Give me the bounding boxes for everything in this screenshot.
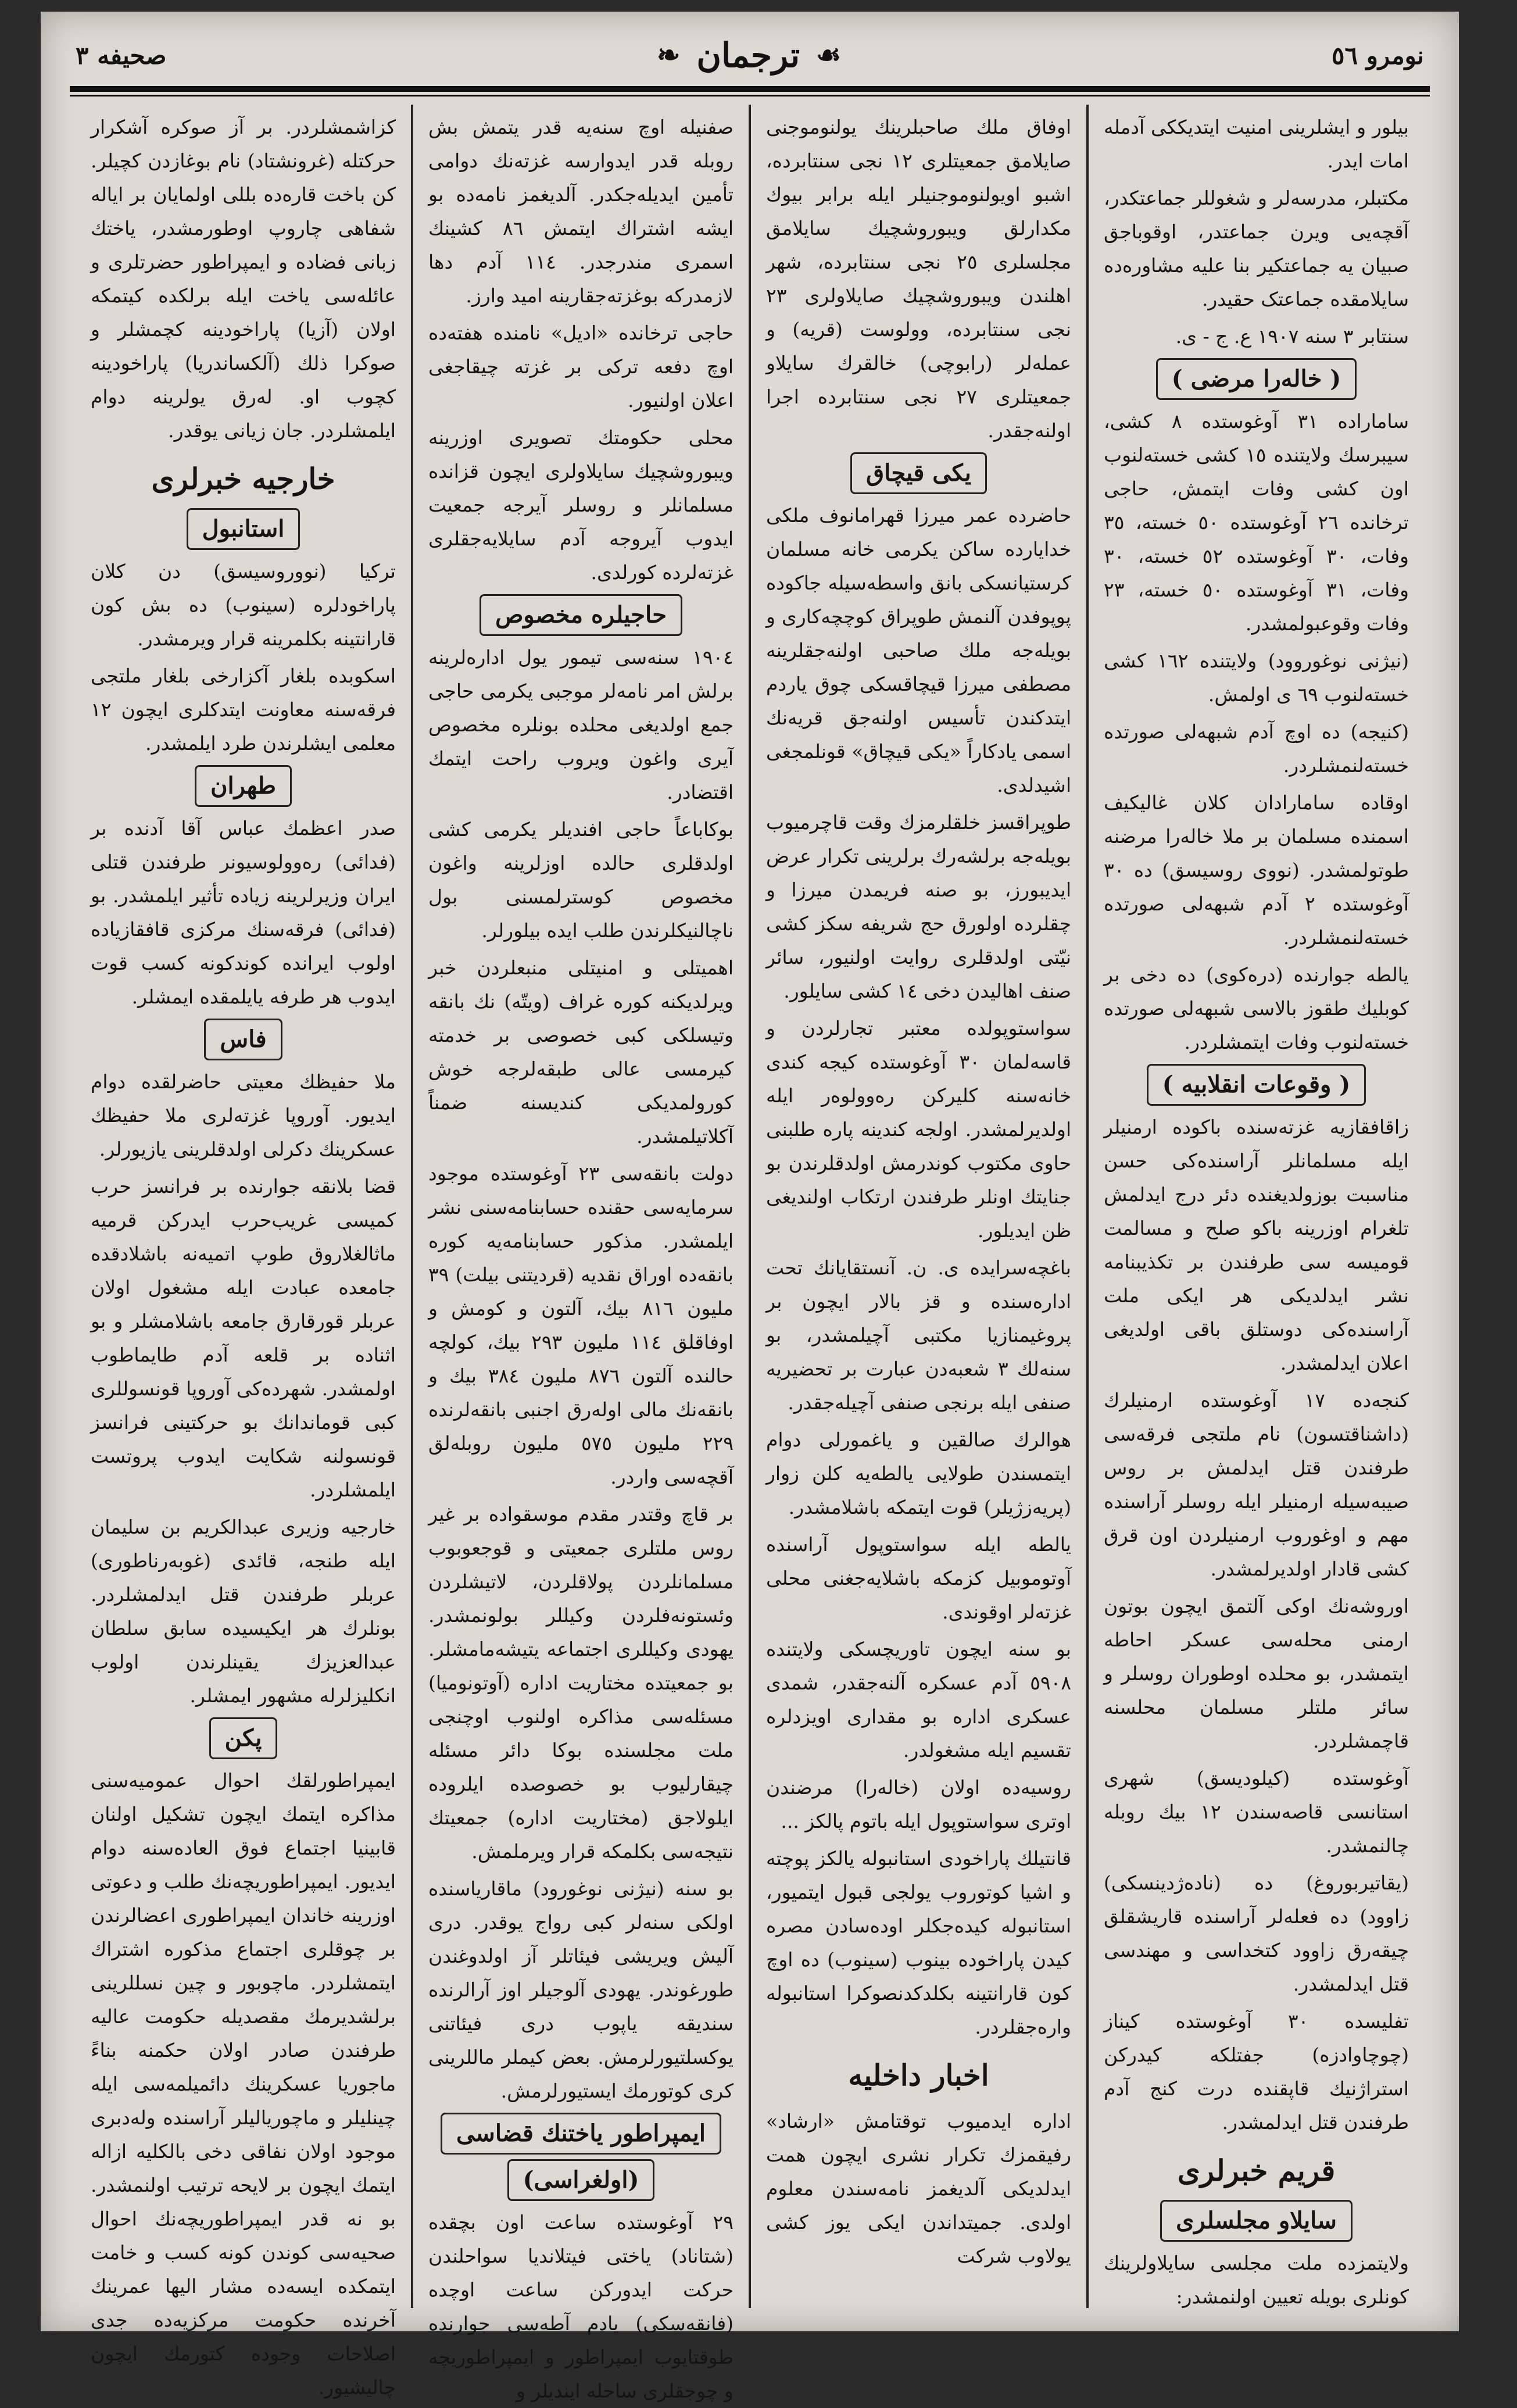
subheading	[1104, 2200, 1409, 2242]
news-paragraph: ١٩٠٤ سنه‌سی تیمور یول اداره‌لرینه برلش امر نامه‌لر موجبی یکرمی حاجی جمع اولدیغی محلده بونلره مخصوص آیری واغون ویروب راحت ایتمك اقتضادر.	[428, 646, 734, 803]
news-paragraph: حاجی ترخانده «ادیل» نامنده هفته‌ده اوچ دفعه ترکی بر غزته چیقاجغی اعلان اولنیور.	[428, 321, 734, 412]
news-paragraph: باغچه‌سرایده ی. ن. آنستقایانك تحت اداره‌سنده و قز بالار ایچون بر پروغیمنازیا مکتبی آچیلمشدر، بو سنه‌لك ٣ شعبه‌دن عبارت بر تحضیریه صنفی ایله برنجی صنفی آچیله‌جقدر.	[766, 1256, 1071, 1414]
subheading-text: ( وقوعات انقلابیه )	[1147, 1064, 1366, 1106]
columns	[76, 105, 1424, 2402]
news-paragraph: ولایتمزده ملت مجلسی سایلاولرینك کونلری بویله تعیین اولنمشدر:	[1104, 2252, 1409, 2308]
subheading-text: پکن	[209, 1717, 278, 1759]
news-paragraph: قانتیلك پاراخودی استانبوله یالکز پوچته و اشیا کوتوروب یولجی قبول ایتمیور، استانبوله کیده‌جکلر اودەسادن مصره کیدن پاراخوده بینوب (سینوب) ده اوچ کون قارانتینه بکلدکدنصوکرا استانبوله وارەجقلردر.	[766, 1847, 1071, 2038]
news-paragraph: اسکوبده بلغار آکزارخی بلغار ملتجی فرقه‌سنه معاونت ایتدکلری ایچون ١٢ معلمی ایشلرندن طرد ایلمشدر.	[91, 664, 396, 755]
news-paragraph: یالطه ایله سواستوپول آراسنده آوتوموبیل کزمکه باشلایه‌جغنی محلی غزته‌لر اوقوندی.	[766, 1533, 1071, 1623]
news-paragraph: اوروشه‌نك اوکی آلتمق ایچون بوتون ارمنی محله‌سی عسکر احاطه ایتمشدر، بو محلده اوطوران روسلر و سائر ملتلر مسلمان محلسنه قاچمشلردر.	[1104, 1595, 1409, 1752]
news-paragraph: (نیژنی نوغوروود) ولایتنده ١٦٢ کشی خسته‌لنوب ٦٩ ی اولمش.	[1104, 649, 1409, 706]
section-heading	[91, 456, 396, 502]
subheading-text: (اولغراسی)	[507, 2159, 655, 2201]
news-paragraph: (یقاتیربوروغ) ده (نادەژدینسکی) زاوود) ده فعله‌لر آراسنده قاریشقلق چیقه‌رق زاوود کتخداسی و مهندسی قتل ایدلمشدر.	[1104, 1871, 1409, 1995]
page-number: صحیفه ٣	[76, 41, 167, 70]
column-4	[76, 105, 411, 2399]
column-2	[749, 105, 1086, 2308]
subheading	[91, 765, 396, 807]
subheading	[91, 508, 396, 550]
news-paragraph: آوغوستده (کیلودیسق) شهری استانسی قاصه‌سندن ١٢ بیك روبله چالنمشدر.	[1104, 1767, 1409, 1857]
news-paragraph: صدر اعظمك عباس آقا آدنده بر (فدائی) ره‌وولوسیونر طرفندن قتلی ایران وزیرلرینه زیاده تأثیر ایلمشدر. بو (فدائی) فرقه‌سنك مرکزی قافقازیاده اولوب ایرانده کوندکونه کسب قوت ایدوب هر طرفه یایلمقده ایمشلر.	[91, 817, 396, 1008]
subheading	[1104, 1064, 1409, 1106]
subheading	[428, 594, 734, 636]
news-paragraph: (کنیجه) ده اوچ آدم شبهه‌لی صورتده خسته‌لنمشلردر.	[1104, 720, 1409, 777]
news-paragraph: اداره ایدمیوب توقتامش «ارشاد» رفیقمزك تکرار نشری ایچون همت ایدلدیکی آلدیغمز نامه‌سندن معلوم اولدی. جمیتداندن ایکی یوز کشی یولاوب شرکت	[766, 2110, 1071, 2267]
subheading	[91, 1717, 396, 1759]
news-paragraph: صفنیله اوچ سنه‌یه قدر یتمش بش روبله قدر ایدوارسه غزته‌نك دوامی تأمین ایدیله‌جکدر. آلدیغمز نامه‌ده بو ایشه اشتراك ایتمش ٨٦ کشینك اسمری مندرجدر. ١١٤ آدم دها لازمدرکه بوغزته‌جقارینه امید وارز.	[428, 116, 734, 307]
news-paragraph: خارجیه وزیری عبدالکریم بن سلیمان ایله طنجه، قائدی (غوبەرناطوری) عربلر طرفندن قتل ایدلمشلردر. بونلرك هر ایکیسیده سابق سلطان عبدالعزیزك یقینلرندن اولوب انکلیزلرله مشهور ایمشلر.	[91, 1516, 396, 1707]
subheading-text: ( خالەرا مرضی )	[1156, 358, 1357, 400]
newspaper-title: ترجمان	[696, 35, 800, 75]
newspaper-page	[41, 12, 1459, 2402]
subheading-text: سایلاو مجلسلری	[1160, 2200, 1353, 2242]
news-paragraph: مکتبلر، مدرسه‌لر و شغوللر جماعتکدر، آقچه‌یی ویرن جماعتدر، اوقوباجق صبیان یه جماعتکیر بنا علیه مشاوره‌ده سایلامقده جماعتک حقیدر.	[1104, 187, 1409, 310]
news-paragraph: قضا بلانقه جوارنده بر فرانسز حرب کمیسی غریب‌حرب ایدرکن قرمیه ماثالغلاروق طوپ اتمیه‌نه باشلادقده جامعده عبادت ایله مشغول اولان عربلر قورقارق جامعه باشلامشلر و بو اثناده بر قلعه آدم طایماطوب اولمشدر. شهرده‌کی آوروپا قونسوللری کبی قوماندانك بو حرکتینی فرانسز قونسولنه شکایت ایدوب پروتست ایلمشلردر.	[91, 1175, 396, 1501]
subheading-text: طهران	[195, 765, 292, 807]
news-paragraph: ملا حفیظك معیتی حاضرلقده دوام ایدیور. آوروپا غزته‌لری ملا حفیظك عسکرینك دکرلی اولدقلرینی یازیورلر.	[91, 1070, 396, 1160]
news-paragraph: ترکیا (نووروسیسق) دن کلان پاراخودلره (سینوب) ده بش کون قارانتینه بکلمرینه قرار ویرمشدر.	[91, 560, 396, 650]
news-paragraph: محلی حکومتك تصویری اوزرینه ویبوروشچیك سایلاولری ایچون قزانده مسلمانلر و روسلر آیرجه جمعیت ایدوب آیروجه آدم سایلایه‌جقلری غزته‌لرده کورلدی.	[428, 426, 734, 584]
subheading-text: ایمپراطور یاختنك قضاسی	[441, 2113, 721, 2155]
news-paragraph: روسیه‌ده اولان (خالەرا) مرضندن اوتری سواستوپول ایله باتوم پالکز ...	[766, 1776, 1071, 1832]
news-paragraph: کزاشمشلردر. بر آز صوکره آشکرار حرکتله (غرونشتاد) نام بوغازدن کچیلر. کن باخت قارەده بللی اولمایان بر ایاله شفاهی چاروپ اوطورمشدر، یاختك زبانی فضاده و ایمپراطور حضرتلری و عائله‌سی یاخت ایله برلکده کیتمکه اولان (آزیا) پاراخودینه کچمشلر و صوکرا ذلك (آلکساندریا) پاراخودینه کچوب او. لەرق یولرینه دوام ایلمشلردر. جان زیانی یوقدر.	[91, 116, 396, 442]
news-paragraph: هوالرك صالقین و یاغمورلی دوام ایتمسندن طولایی یالطه‌یه کلن زوار (پریه‌زژیلر) قوت ایتمکه باشلامشدر.	[766, 1428, 1071, 1519]
news-paragraph: تفلیسده ٣٠ آوغوستده کیناز (چوچاوادزه) جفتلکه کیدرکن استراژنیك قاپقنده درت کنج آدم طرفندن قتل ایدلمشدر.	[1104, 2010, 1409, 2134]
subheading-text: حاجیلره مخصوص	[480, 594, 682, 636]
issue-number: نومرو ٥٦	[1331, 41, 1424, 70]
news-paragraph: زاقافقازیه غزته‌سنده باکوده ارمنیلر ایله مسلمانلر آراسنده‌کی حسن مناسبت بوزولدیغنده دئر درج ایدلمش تلغرام اوزرینه باکو صلح و مسالمت قومیسه سی طرفندن بر تکذیبنامه نشر ایدلدیکی هر ایکی ملت آراسنده‌کی دوستلق باقی اولدیغی اعلان ایدلمشدر.	[1104, 1116, 1409, 1374]
masthead-rule-thin	[70, 95, 1430, 97]
subheading-text: یکی قیچاق	[850, 452, 987, 494]
section-heading	[1104, 2148, 1409, 2194]
masthead-rule	[70, 86, 1430, 92]
subheading	[428, 2159, 734, 2201]
news-paragraph: حاضرده عمر میرزا قهرامانوف ملکی خدایارده ساکن یکرمی خانه مسلمان کرستیانسکی بانق واسطه‌سیله جاکوده پوپوفدن آلنمش طوپراق کوچچه‌کاری و بویله‌جه ملك صاحبی اولنه‌جقلرینه مصطفی میرزا قیچاقسکی چوق یاردم ایتدکندن تأسیس اولنه‌جق قریه‌نك اسمی یادکاراً «یکی قیچاق» قونلمجغی اشیدلدی.	[766, 504, 1071, 796]
news-paragraph: بو سنه (نیژنی نوغورود) ماقاریاسنده اولکی سنه‌لر کبی رواج یوقدر. دری آلیش ویریشی فیئاتلر آز اولدوغندن طورغوندر. یهودی آلوجیلر اوز آرالرنده سندیقه یاپوب دری فیئاتنی یوکسلتیورلرمش. بعض کیملر ماللرینی کری کوتورمك ایستیورلرمش.	[428, 1877, 734, 2102]
subheading-text: استانبول	[187, 508, 300, 550]
news-paragraph: بر قاچ وقتدر مقدم موسقواده بر غیر روس ملتلری جمعیتی و قوجعوبوب مسلمانلردن پولاقلردن، لاتیشلردن وئستونه‌فلردن وکیللر بولونمشدر. یهودی وکیللری اجتماعه یتیشه‌مامشلر. بو جمعیتده مختاریت اداره (آوتونومیا) مسئله‌سی مذاکره اولنوب اوچنجی ملت مجلسنده بوکا دائر مسئله چیقارلیوب بو خصوصده ایلروده ایلولاجق (مختاریت اداره) جمعیتك نتیجه‌سی بکلمکه قرار ویرملمش.	[428, 1503, 734, 1863]
news-paragraph: ساماراده ٣١ آوغوستده ٨ کشی، سیبرسك ولایتنده ١٥ کشی خسته‌لنوب اون کشی وفات ایتمش، حاجی ترخانده ٢٦ آوغوستده ٥٠ خسته، ٣٥ وفات، ٣٠ آوغوستده ٥٢ خسته، ٣٠ وفات، ٣١ آوغوستده ٥٠ خسته، ٢٣ وفات وقوعبولمشدر.	[1104, 410, 1409, 635]
news-paragraph: اوفاق ملك صاحبلرینك یولنوموجنی صایلامق جمعیتلری ١٢ نجی سنتابرده، اشبو اویولنوموجنیلر ایله برابر بیوك مکدارلق ویبوروشچیك سایلامق مجلسلری ٢٥ نجی سنتابرده، شهر اهلندن ویبوروشچیك صایلاولری ٢٣ نجی سنتابرده، وولوست (قریه) و عمله‌لر (رابوچی) خالقرك سایلاو جمعیتلری ٢٧ نجی سنتابرده اجرا اولنه‌جقدر.	[766, 116, 1072, 442]
newspaper-title-box	[657, 35, 841, 75]
subheading	[766, 452, 1071, 494]
news-paragraph: دولت بانقه‌سی ٢٣ آوغوستده موجود سرمایه‌سی حقنده حسابنامه‌سنی نشر ایلمشدر. مذکور حسابنامه‌یه کوره بانقه‌ده اوراق نقدیه (قردیتنی بیلت) ٣٩ ملیون ٨١٦ بیك، آلتون و کومش و اوفاقلق ١١٤ ملیون ٢٩٣ بیك، کولچه حالنده آلتون ٨٧٦ ملیون ٣٨٤ بیك و بانقه‌نك مالی اولەرق اجنبی بانقه‌لرنده ٢٢٩ ملیون ٥٧٥ ملیون روبله‌لق آقچه‌سی واردر.	[428, 1162, 734, 1488]
news-paragraph: اهمیتلی و امنیتلی منبعلردن خبر ویرلدیکنه کوره غراف (ویتّه) نك بانقه وتیسلکی کبی خصوصی بر خدمته کیرمسی عالی طبقه‌لرجه خوش کورولمدیکی کندیسنه ضمناً آکلاتیلمشدر.	[428, 956, 734, 1148]
subheading	[428, 2113, 734, 2155]
news-paragraph: کنجه‌ده ١٧ آوغوستده ارمنیلرك (داشناقتسون) نام ملتجی فرقه‌سی طرفندن قتل ایدلمش بر روس صیبه‌سیله ارمنیلر ایله روسلر آراسنده مهم و اوغوروب ارمنیلردن اون قرق کشی قادار اولدیرلمشدر.	[1104, 1389, 1409, 1580]
news-paragraph: بوکاباعاً حاجی افندیلر یکرمی کشی اولدقلری حالده اوزلرینه واغون مخصوص کوسترلمسنی بول ناچالنیکلرندن طلب ایده بیلورلر.	[428, 818, 734, 942]
news-paragraph: سنتابر ٣ سنه ١٩٠٧ ع. ج - ی.	[1175, 325, 1409, 348]
masthead	[76, 23, 1424, 87]
column-3	[411, 105, 749, 2402]
section-heading-text: خارجیه خبرلری	[151, 462, 335, 496]
news-paragraph: طوپراقسز خلقلرمزك وقت قاچرمیوب بویله‌جه برلشه‌رك برلرینی تکرار عرض ایدیبورز، بو صنه فریمدن میرزا و چقلرده اولورق حج شریفه سکز کشی نیّتی اولدقلری روایت اولنیور، سائر صنف اهالیدن دخی ١٤ کشی سایلور.	[766, 811, 1071, 1002]
news-paragraph: سواستوپولده معتبر تجارلردن و قاسه‌لمان ٣٠ آوغوستده کیجه کندی خانه‌سنه کلیرکن ره‌وولوەر ایله اولدیرلمشدر. اولجه کندینه پاره طلبنی حاوی مکتوب کوندرمش اولدقلرندن بو جنایتك اونلر طرفندن ارتکاب اولندیغی ظن ایدیلور.	[766, 1017, 1071, 1242]
news-paragraph: یالطه جوارنده (درەکوی) ده دخی بر کوبلیك طقوز بالاسی شبهه‌لی صورتده خسته‌لنوب وفات ایتمشلردر.	[1104, 963, 1409, 1053]
subheading-text: فاس	[204, 1019, 282, 1060]
news-paragraph: بیلور و ایشلرینی امنیت ایتدیککی آدمله امات ایدر.	[1104, 116, 1409, 172]
subheading	[91, 1019, 396, 1060]
news-paragraph: ایمپراطورلقك احوال عمومیه‌سنی مذاکره ایتمك ایچون تشکیل اولنان قابینیا اجتماع فوق العاده‌سنه دوام ایدیور. ایمپراطوریچه‌نك طلب و دعوتی اوزرینه خاندان ایمپراطوری اعضالرندن بر چوقلری اجتماع مذکوره اشتراك ایتمشلردر. ماچوبور و چین نسللرینی برلشدیرمك مقصدیله حکومت عالیه طرفندن صادر اولان حکمنه بناءً ماجوریا عسکرینك دائمیلمه‌سی ایله چینلیلر و ماچوریالیلر آراسنده ولەدبری موجود اولان نفاقی دخی بالکلیه ازاله ایتمك ایچون بر لایحه ترتیب اولنمشدر. بو نه قدر ایمپراطوریچه‌نك احوال صحیه‌سی کوندن کونه کسب و خامت ایتمکده ایسه‌ده مشار الیها عمرینك آخرنده حکومت مرکزیه‌ده جدی اصلاحات وجوده کتورمك ایچون چالیشیور.	[91, 1769, 396, 2399]
section-heading	[766, 2052, 1071, 2099]
ornament-icon: ☙	[816, 39, 842, 72]
news-paragraph: بو سنه ایچون تاوریچسکی ولایتنده ٥٩٠٨ آدم عسکره آلنه‌جقدر، شمدی عسکری اداره بو مقداری اویزدلره تقسیم ایله مشغولدر.	[766, 1638, 1071, 1762]
subheading	[1104, 358, 1409, 400]
ornament-icon: ❧	[657, 39, 681, 72]
section-heading-text: قریم خبرلری	[1177, 2153, 1336, 2188]
news-paragraph: اوقاده سامارادان کلان غالیکیف اسمنده مسلمان بر ملا خالەرا مرضنه طوتولمشدر. (نووی روسیسق) ده ٣٠ آوغوستده ٢ آدم شبهه‌لی صورتده خسته‌لنمشلردر.	[1104, 791, 1409, 949]
news-paragraph: ٢٩ آوغوستده ساعت اون بچقده (شتاناد) یاختی فیتلاندیا سواحلندن حرکت ایدورکن ساعت اوچده (فانقه‌سکی) یادم آطه‌سی جوارنده طوقتایوب ایمپراطور و ایمپراطوریچه و چوجقلری ساحله ایندیلر و	[428, 2211, 734, 2402]
column-1	[1086, 105, 1424, 2308]
section-heading-text: اخبار داخلیه	[848, 2058, 989, 2092]
